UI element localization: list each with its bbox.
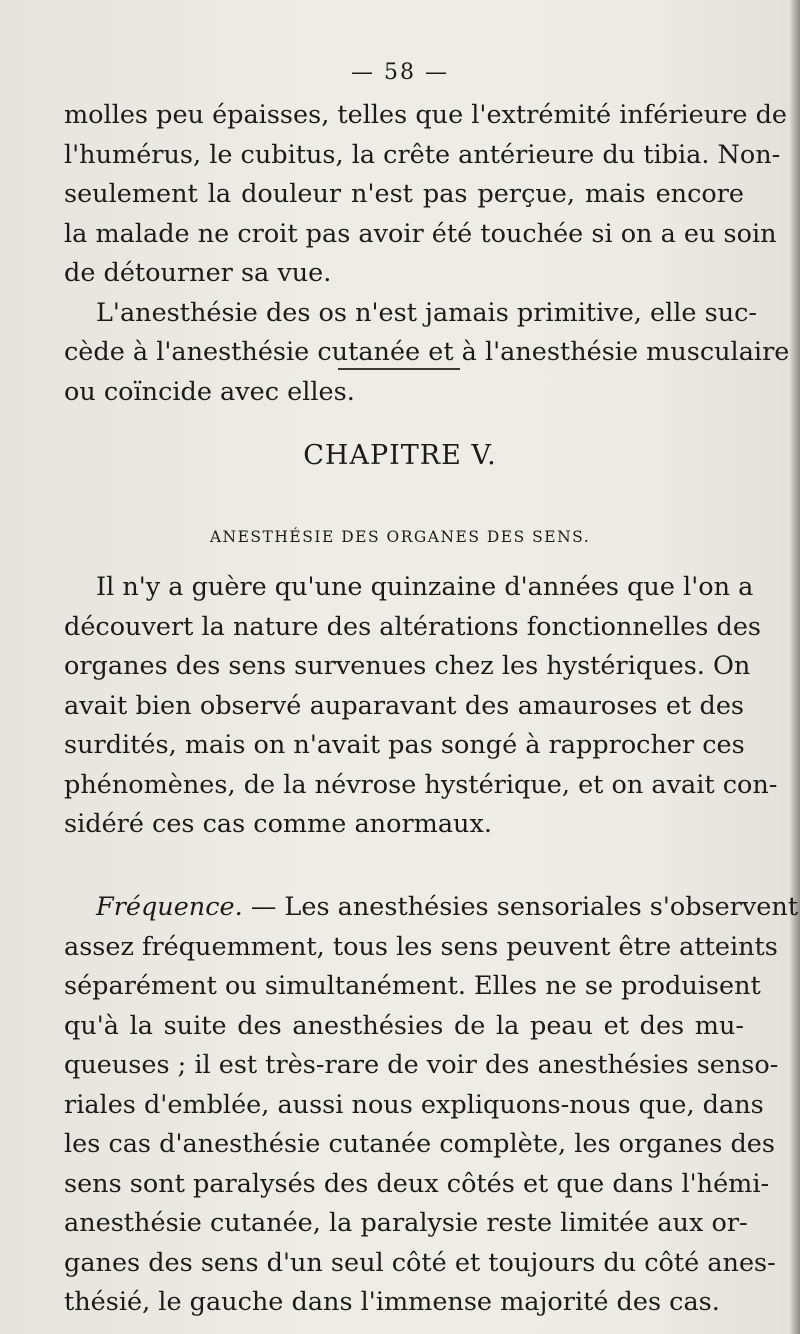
text-line: anesthésie cutanée, la paralysie reste limitée aux or- [64, 1208, 748, 1238]
text-line: avait bien observé auparavant des amauroses et des [64, 690, 744, 721]
text-span: — Les anesthésies sensoriales s'observent [242, 892, 799, 922]
text-line: assez fréquemment, tous les sens peuvent être atteints [64, 931, 778, 962]
page-edge-shadow [790, 0, 800, 1334]
section-divider [338, 368, 460, 370]
text-line: riales d'emblée, aussi nous expliquons-nous que, dans [64, 1089, 764, 1120]
text-line: séparément ou simultanément. Elles ne se produisent [64, 971, 761, 1001]
text-line: organes des sens survenues chez les hystériques. On [64, 651, 751, 681]
text-line: de détourner sa vue. [64, 258, 332, 288]
text-line: molles peu épaisses, telles que l'extrémité inférieure de [64, 100, 787, 130]
section-title: ANESTHÉSIE DES ORGANES DES SENS. [209, 528, 591, 546]
text-line: l'humérus, le cubitus, la crête antérieure du tibia. Non- [64, 139, 781, 170]
text-line: sens sont paralysés des deux côtés et que dans l'hémi- [64, 1168, 770, 1199]
text-line: découvert la nature des altérations fonctionnelles des [64, 611, 762, 642]
text-line: ganes des sens d'un seul côté et toujours du côté anes- [64, 1247, 776, 1278]
text-line: qu'à la suite des anesthésies de la peau et des mu- [64, 1010, 744, 1041]
text-line: thésié, le gauche dans l'immense majorité des cas. [64, 1287, 720, 1317]
paragraph-heading: Fréquence. [96, 892, 243, 922]
text-line: Il n'y a guère qu'une quinzaine d'années que l'on a [96, 572, 754, 602]
page-number: — 58 — [351, 60, 449, 85]
chapter-title: CHAPITRE V. [303, 440, 497, 471]
text-line: sidéré ces cas comme anormaux. [64, 809, 492, 839]
paragraph-3 [64, 568, 778, 845]
paragraph-4 [64, 888, 799, 1323]
text-line: ou coïncide avec elles. [64, 376, 355, 407]
text-line: les cas d'anesthésie cutanée complète, les organes des [64, 1129, 775, 1159]
text-line: L'anesthésie des os n'est jamais primitive, elle suc- [96, 297, 758, 328]
text-line: queuses ; il est très-rare de voir des anesthésies senso- [64, 1050, 779, 1080]
text-line: la malade ne croit pas avoir été touchée si on a eu soin [64, 218, 777, 249]
text-line: seulement la douleur n'est pas perçue, mais encore [64, 179, 744, 209]
text-line [64, 888, 799, 928]
text-line: surdités, mais on n'avait pas songé à rapprocher ces [64, 730, 745, 760]
text-line: cède à l'anesthésie cutanée et à l'anesthésie musculaire [64, 337, 790, 367]
paragraph-1 [64, 96, 790, 412]
text-line: phénomènes, de la névrose hystérique, et on avait con- [64, 769, 778, 800]
